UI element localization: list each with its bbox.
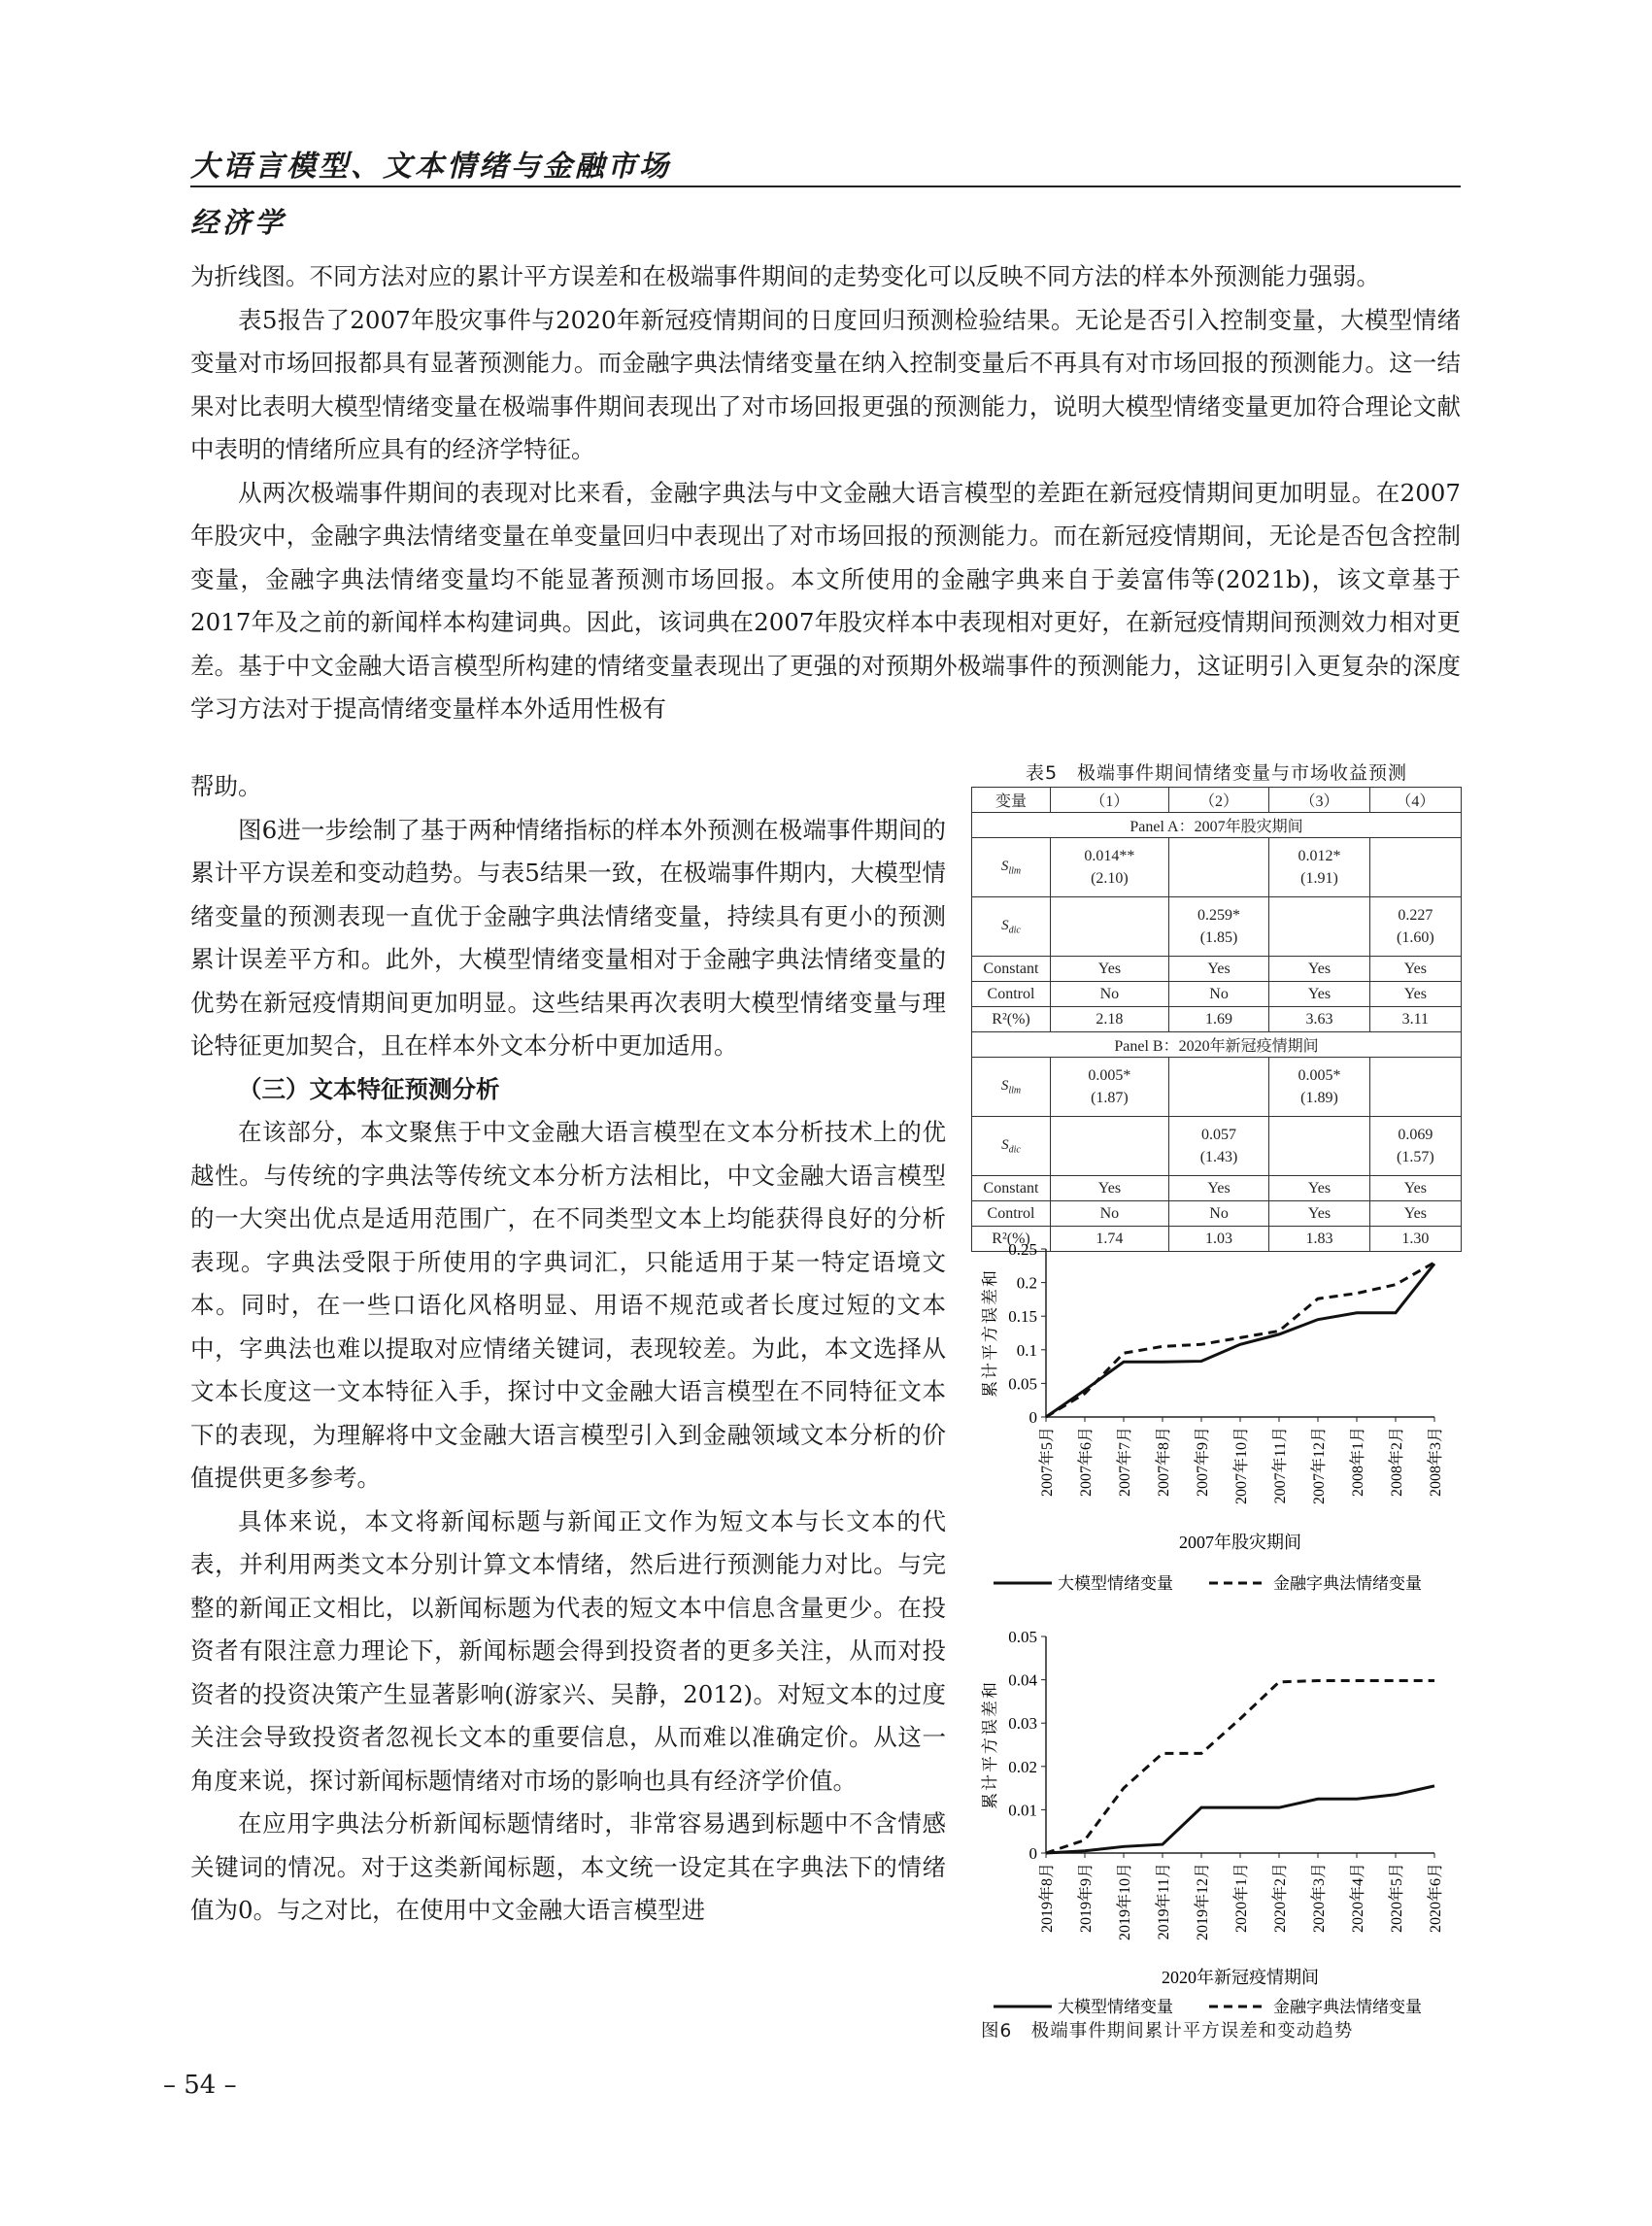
figure-caption: 图6 极端事件期间累计平方误差和变动趋势: [981, 2021, 1354, 2041]
x-tick-label: 2020年2月: [1272, 1863, 1289, 1934]
x-tick-label: 2008年1月: [1350, 1427, 1366, 1498]
regression-table: [971, 787, 1462, 1252]
table-row: Control No No Yes Yes: [972, 982, 1462, 1007]
y-tick-label: 0.03: [1008, 1714, 1037, 1734]
series-line-dictionary: [1046, 1263, 1434, 1417]
x-axis-title: 2020年新冠疫情期间: [1162, 1968, 1319, 1987]
table-cell: [1369, 1058, 1461, 1117]
table-cell: 0.014** (2.10): [1051, 838, 1169, 897]
y-tick-label: 0.01: [1008, 1801, 1037, 1820]
series-line-llm: [1046, 1786, 1434, 1853]
series-line-dictionary: [1046, 1680, 1434, 1853]
var-dic-label: $S_{dic}$: [972, 1117, 1051, 1176]
paragraph: 在该部分，本文聚焦于中文金融大语言模型在文本分析技术上的优越性。与传统的字典法等传统文本分析方法相比，中文金融大语言模型的一大突出优点是适用范围广，在不同类型文本上均能获得良好的分析表现。字典法受限于所使用的字典词汇，只能适用于某一特定语境文本。同时，在一些口语化风格明显、用语不规范或者长度过短的文本中，字典法也难以提取对应情绪关键词，表现较差。为此，本文选择从文本长度这一文本特征入手，探讨中文金融大语言模型在不同特征文本下的表现，为理解将中文金融大语言模型引入到金融领域文本分析的价值提供更多参考。: [190, 1118, 946, 1492]
table-header: （2）: [1168, 788, 1268, 813]
var-dic-label: $S_{dic}$: [972, 897, 1051, 957]
x-tick-label: 2019年10月: [1117, 1863, 1133, 1941]
table-header: （4）: [1369, 788, 1461, 813]
chart-2020-svg: [966, 1612, 1471, 2015]
chart-2007-svg: [966, 1233, 1471, 1607]
x-tick-label: 2007年7月: [1117, 1427, 1133, 1498]
x-tick-label: 2020年5月: [1389, 1863, 1405, 1934]
table-cell: [1168, 1058, 1268, 1117]
header-rule: [190, 186, 1461, 187]
paragraph: 为折线图。不同方法对应的累计平方误差和在极端事件期间的走势变化可以反映不同方法的样本外预测能力强弱。: [190, 262, 1380, 290]
table-cell: 0.227 (1.60): [1369, 897, 1461, 957]
y-axis-title: 累计平方误差和: [981, 1680, 999, 1809]
x-tick-label: 2019年9月: [1078, 1863, 1095, 1934]
paragraph: 在应用字典法分析新闻标题情绪时，非常容易遇到标题中不含情感关键词的情况。对于这类新闻标题，本文统一设定其在字典法下的情绪值为0。与之对比，在使用中文金融大语言模型进: [190, 1809, 946, 1924]
x-tick-label: 2020年3月: [1311, 1863, 1328, 1934]
y-tick-label: 0.04: [1008, 1670, 1037, 1690]
y-tick-label: 0.1: [1016, 1340, 1037, 1360]
paragraph: 表5报告了2007年股灾事件与2020年新冠疫情期间的日度回归预测检验结果。无论是否引入控制变量，大模型情绪变量对市场回报都具有显著预测能力。而金融字典法情绪变量在纳入控制变量后不再具有对市场回报的预测能力。这一结果对比表明大模型情绪变量在极端事件期间表现出了对市场回报更强的预测能力，说明大模型情绪变量更加符合理论文献中表明的情绪所应具有的经济学特征。: [190, 305, 1461, 463]
table-header: 变量: [972, 788, 1051, 813]
table-caption: 表5 极端事件期间情绪变量与市场收益预测: [1025, 762, 1408, 784]
x-tick-label: 2007年8月: [1156, 1427, 1172, 1498]
x-tick-label: 2008年3月: [1428, 1427, 1444, 1498]
y-tick-label: 0: [1028, 1844, 1037, 1863]
page-number: – 54 –: [163, 2071, 237, 2100]
var-llm-label: $S_{llm}$: [972, 1058, 1051, 1117]
table-cell: 0.005* (1.87): [1051, 1058, 1169, 1117]
y-tick-label: 0.15: [1008, 1307, 1037, 1327]
table-row: [972, 838, 1462, 897]
full-width-text: [190, 255, 1461, 731]
running-header-title: 大语言模型、文本情绪与金融市场: [190, 150, 671, 184]
table-header: （1）: [1051, 788, 1169, 813]
chart-2007: [966, 1233, 1471, 1611]
x-tick-label: 2008年2月: [1389, 1427, 1405, 1498]
x-tick-label: 2020年4月: [1350, 1863, 1366, 1934]
table-row: R²(%) 2.18 1.69 3.63 3.11: [972, 1007, 1462, 1032]
x-tick-label: 2020年6月: [1428, 1863, 1444, 1934]
table-cell: 0.005* (1.89): [1269, 1058, 1369, 1117]
table-cell: [1051, 897, 1169, 957]
x-tick-label: 2020年1月: [1233, 1863, 1250, 1934]
y-tick-label: 0.02: [1008, 1757, 1037, 1776]
y-tick-label: 0.2: [1016, 1273, 1037, 1293]
var-llm-label: $S_{llm}$: [972, 838, 1051, 897]
y-tick-label: 0.25: [1008, 1240, 1037, 1259]
table-cell: [1168, 838, 1268, 897]
x-tick-label: 2019年8月: [1039, 1863, 1056, 1934]
y-tick-label: 0.05: [1008, 1628, 1037, 1646]
paragraph: 帮助。: [190, 772, 262, 800]
x-tick-label: 2007年9月: [1195, 1427, 1211, 1498]
table-cell: [1369, 838, 1461, 897]
y-tick-label: 0.05: [1008, 1374, 1037, 1394]
table-row: Constant Yes Yes Yes Yes: [972, 1176, 1462, 1201]
legend-label-llm: 大模型情绪变量: [1058, 1998, 1173, 2015]
table-cell: [1269, 897, 1369, 957]
table-row: [972, 1117, 1462, 1176]
x-tick-label: 2019年12月: [1195, 1863, 1211, 1941]
legend-label-llm: 大模型情绪变量: [1058, 1574, 1173, 1593]
left-column-text: [190, 765, 946, 1933]
paragraph: 具体来说，本文将新闻标题与新闻正文作为短文本与长文本的代表，并利用两类文本分别计算文本情绪，然后进行预测能力对比。与完整的新闻正文相比，以新闻标题为代表的短文本中信息含量更少。在投资者有限注意力理论下，新闻标题会得到投资者的更多关注，从而对投资者的投资决策产生显著影响(游家兴、吴静，2012)。对短文本的过度关注会导致投资者忽视长文本的重要信息，从而难以准确定价。从这一角度来说，探讨新闻标题情绪对市场的影响也具有经济学价值。: [190, 1506, 946, 1795]
panel-a-heading: Panel A：2007年股灾期间: [972, 813, 1462, 838]
table-row: R²(%) 1.74 1.03 1.83 1.30: [972, 1227, 1462, 1252]
panel-b-heading: Panel B：2020年新冠疫情期间: [972, 1032, 1462, 1058]
legend-label-dictionary: 金融字典法情绪变量: [1273, 1574, 1422, 1593]
x-tick-label: 2007年12月: [1311, 1427, 1328, 1505]
x-axis-title: 2007年股灾期间: [1179, 1533, 1301, 1552]
x-tick-label: 2007年10月: [1233, 1427, 1250, 1505]
x-tick-label: 2007年5月: [1039, 1427, 1056, 1498]
table-cell: 0.069 (1.57): [1369, 1117, 1461, 1176]
paragraph: 图6进一步绘制了基于两种情绪指标的样本外预测在极端事件期间的累计平方误差和变动趋势。与表5结果一致，在极端事件期内，大模型情绪变量的预测表现一直优于金融字典法情绪变量，持续具有更小的预测累计误差平方和。此外，大模型情绪变量相对于金融字典法情绪变量的优势在新冠疫情期间更加明显。这些结果再次表明大模型情绪变量与理论特征更加契合，且在样本外文本分析中更加适用。: [190, 815, 946, 1060]
x-tick-label: 2007年6月: [1078, 1427, 1095, 1498]
journal-name: 经济学: [190, 206, 287, 239]
table-row: [972, 1058, 1462, 1117]
chart-2020: [966, 1612, 1471, 2019]
table-cell: [1051, 1117, 1169, 1176]
table-row: Constant Yes Yes Yes Yes: [972, 957, 1462, 982]
table-cell: 0.057 (1.43): [1168, 1117, 1268, 1176]
paragraph: 从两次极端事件期间的表现对比来看，金融字典法与中文金融大语言模型的差距在新冠疫情期间更加明显。在2007年股灾中，金融字典法情绪变量在单变量回归中表现出了对市场回报的预测能力。而在新冠疫情期间，无论是否包含控制变量，金融字典法情绪变量均不能显著预测市场回报。本文所使用的金融字典来自于姜富伟等(2021b)，该文章基于2017年及之前的新闻样本构建词典。因此，该词典在2007年股灾样本中表现相对更好，在新冠疫情期间预测效力相对更差。基于中文金融大语言模型所构建的情绪变量表现出了更强的对预期外极端事件的预测能力，这证明引入更复杂的深度学习方法对于提高情绪变量样本外适用性极有: [190, 478, 1461, 723]
y-tick-label: 0: [1028, 1408, 1037, 1427]
table-header-row: [972, 788, 1462, 813]
y-axis-title: 累计平方误差和: [981, 1268, 999, 1398]
table-row: Control No No Yes Yes: [972, 1201, 1462, 1227]
table-row: [972, 897, 1462, 957]
section-heading: （三）文本特征预测分析: [238, 1074, 500, 1103]
table-cell: 0.012* (1.91): [1269, 838, 1369, 897]
x-tick-label: 2007年11月: [1272, 1427, 1289, 1504]
table-cell: 0.259* (1.85): [1168, 897, 1268, 957]
series-line-llm: [1046, 1264, 1434, 1417]
table-header: （3）: [1269, 788, 1369, 813]
legend-label-dictionary: 金融字典法情绪变量: [1273, 1998, 1422, 2015]
table-cell: [1269, 1117, 1369, 1176]
x-tick-label: 2019年11月: [1156, 1863, 1172, 1940]
